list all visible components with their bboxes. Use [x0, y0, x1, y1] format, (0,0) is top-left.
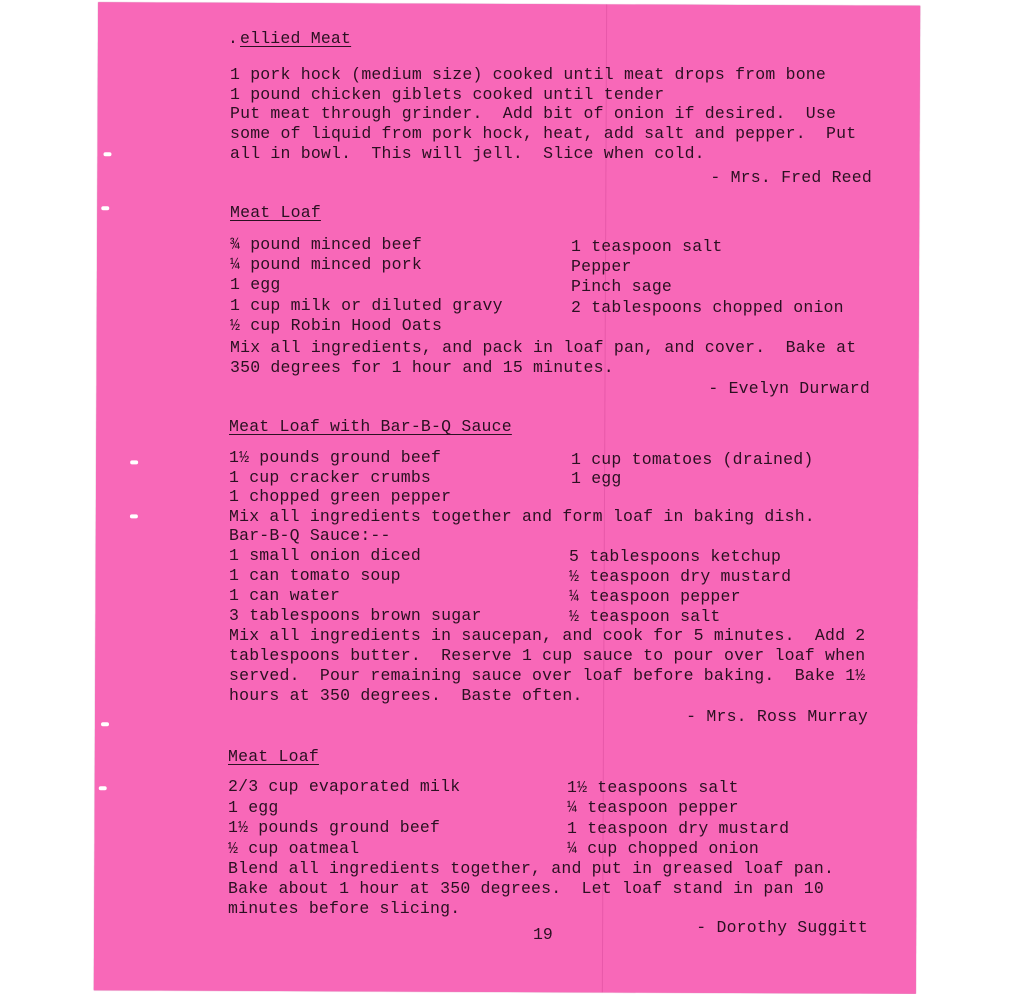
recipe-line: tablespoons butter. Reserve 1 cup sauce to pour over loaf when [229, 646, 866, 665]
recipe-title: ellied Meat [240, 29, 352, 48]
ingredient-item: 1 teaspoon dry mustard [567, 819, 790, 838]
punch-mark [130, 460, 138, 464]
ingredient-item: ½ teaspoon salt [569, 607, 721, 626]
recipe-line: Put meat through grinder. Add bit of onion if desired. Use [230, 104, 837, 123]
ingredient-item: ¼ teaspoon pepper [569, 587, 741, 606]
punch-mark [99, 786, 107, 790]
ingredient-item: ¼ pound minced pork [230, 255, 422, 274]
recipe-line: minutes before slicing. [228, 899, 461, 918]
ingredient-item: ½ teaspoon dry mustard [569, 567, 792, 586]
ingredient-item: Pinch sage [571, 277, 673, 296]
recipe-signature: - Evelyn Durward [708, 379, 870, 398]
ingredient-item: 1 teaspoon salt [571, 237, 723, 256]
ingredient-item: 3 tablespoons brown sugar [229, 606, 482, 625]
ingredient-item: 1½ pounds ground beef [228, 818, 441, 837]
ingredient-item: 2/3 cup evaporated milk [228, 777, 461, 796]
ingredient-item: 1½ teaspoons salt [567, 778, 739, 797]
ingredient-item: ½ cup oatmeal [228, 839, 360, 858]
recipe-line: some of liquid from pork hock, heat, add salt and pepper. Put [230, 124, 857, 143]
recipe-line: Mix all ingredients together and form loaf in baking dish. [229, 507, 815, 526]
ingredient-item: 1 egg [230, 275, 281, 294]
recipe-line: served. Pour remaining sauce over loaf before baking. Bake 1½ [229, 666, 866, 685]
recipe-signature: - Mrs. Fred Reed [710, 168, 872, 187]
ingredient-item: ¾ pound minced beef [230, 235, 422, 254]
ingredient-item: 1½ pounds ground beef [229, 448, 442, 467]
ingredient-item: ¼ teaspoon pepper [567, 798, 739, 817]
ingredient-item: 1 can tomato soup [229, 566, 401, 585]
recipe-line: Mix all ingredients, and pack in loaf pan, and cover. Bake at [230, 338, 857, 357]
ingredient-item: Pepper [571, 257, 632, 276]
recipe-line: Blend all ingredients together, and put in greased loaf pan. [228, 859, 835, 878]
recipe-line: 1 pork hock (medium size) cooked until meat drops from bone [230, 65, 826, 84]
recipe-line: Mix all ingredients in saucepan, and cook for 5 minutes. Add 2 [229, 626, 866, 645]
recipe-line: hours at 350 degrees. Baste often. [229, 686, 583, 705]
recipe-title-prefix: . [228, 29, 239, 48]
punch-mark [130, 514, 138, 518]
recipe-title: Meat Loaf [230, 203, 321, 222]
ingredient-item: 1 small onion diced [229, 546, 421, 565]
recipe-line: 350 degrees for 1 hour and 15 minutes. [230, 358, 614, 377]
recipe-line: all in bowl. This will jell. Slice when cold. [230, 144, 705, 163]
ingredient-item: 1 egg [228, 798, 279, 817]
recipe-signature: - Mrs. Ross Murray [686, 707, 868, 726]
ingredient-item: 2 tablespoons chopped onion [571, 298, 844, 317]
punch-mark [103, 152, 111, 156]
ingredient-item: 1 cup cracker crumbs [229, 468, 432, 487]
recipe-line: Bake about 1 hour at 350 degrees. Let loaf stand in pan 10 [228, 879, 824, 898]
ingredient-item: 1 cup milk or diluted gravy [230, 296, 503, 315]
ingredient-item: 1 egg [571, 469, 622, 488]
recipe-signature: - Dorothy Suggitt [696, 918, 868, 937]
ingredient-item: ¼ cup chopped onion [567, 839, 759, 858]
ingredient-item: 1 cup tomatoes (drained) [571, 450, 814, 469]
page-number: 19 [533, 925, 553, 944]
ingredient-item: 1 chopped green pepper [229, 487, 452, 506]
recipe-line: 1 pound chicken giblets cooked until tender [230, 85, 665, 104]
ingredient-item: ½ cup Robin Hood Oats [230, 316, 443, 335]
punch-mark [101, 206, 109, 210]
ingredient-item: 5 tablespoons ketchup [569, 547, 782, 566]
sauce-heading: Bar-B-Q Sauce:-- [229, 526, 391, 545]
recipe-title: Meat Loaf [228, 747, 319, 766]
recipe-title: Meat Loaf with Bar-B-Q Sauce [229, 417, 512, 436]
ingredient-item: 1 can water [229, 586, 341, 605]
punch-mark [101, 722, 109, 726]
